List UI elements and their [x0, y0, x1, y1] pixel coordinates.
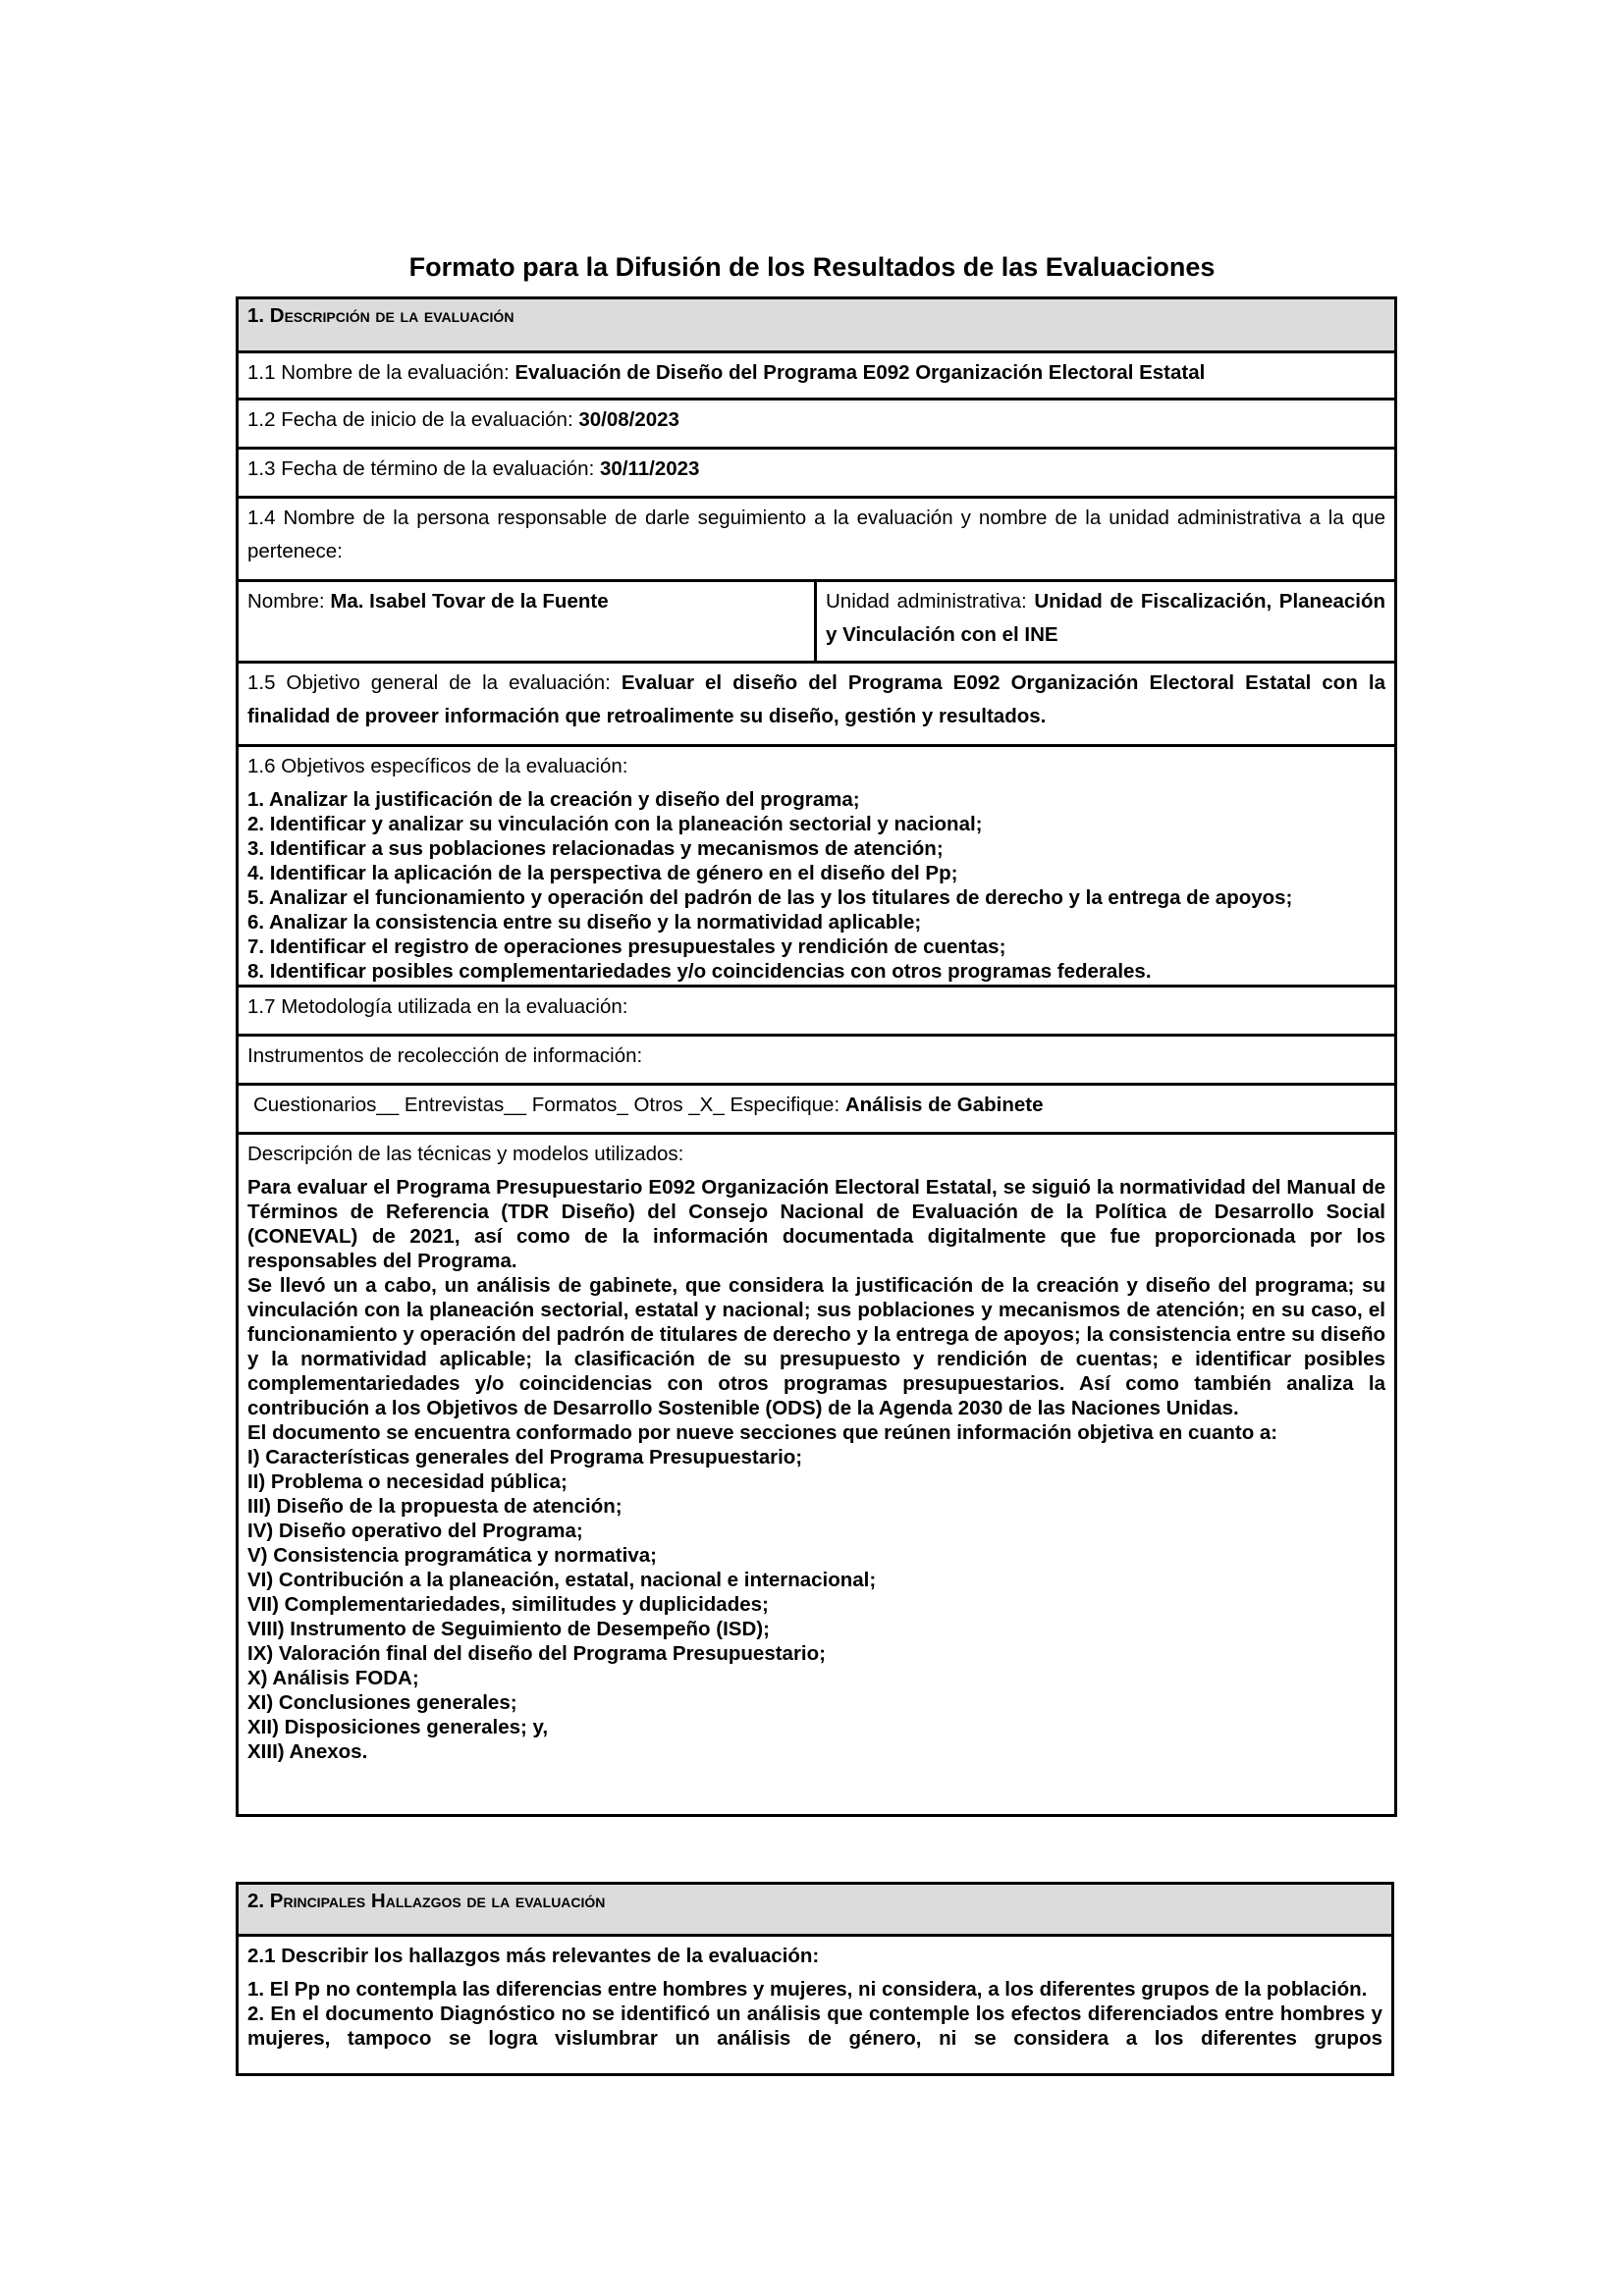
list-item: 6. Analizar la consistencia entre su diseño y la normatividad aplicable; — [247, 911, 922, 934]
techniques-description-label: Descripción de las técnicas y modelos utilizados: — [247, 1143, 684, 1165]
list-item: 3. Identificar a sus poblaciones relacionadas y mecanismos de atención; — [247, 837, 944, 860]
list-item: III) Diseño de la propuesta de atención; — [247, 1495, 623, 1518]
general-objective-row — [238, 663, 1396, 746]
evaluation-name-row — [238, 352, 1396, 400]
evaluation-name-value: Evaluación de Diseño del Programa E092 Organización Electoral Estatal — [514, 361, 1206, 384]
finding-1: 1. El Pp no contempla las diferencias entre hombres y mujeres, ni considera, a los diferentes grupos de la población. — [247, 1978, 1368, 2001]
specific-objectives-label: 1.6 Objetivos específicos de la evaluación: — [247, 755, 628, 777]
description-paragraph-1: Para evaluar el Programa Presupuestario E092 Organización Electoral Estatal, se siguió la normatividad del Manual de Términos de Referencia (TDR Diseño) del Consejo Nacional de Evaluación de la Política de Desarrollo Social (CONEVAL) de 2021, así como de la información documentada digitalmente que fue proporcionada por los responsables del Programa. — [247, 1176, 1385, 1272]
list-item: XI) Conclusiones generales; — [247, 1691, 517, 1714]
findings-label: 2.1 Describir los hallazgos más relevantes de la evaluación: — [247, 1945, 820, 1967]
list-item: 1. Analizar la justificación de la creación y diseño del programa; — [247, 788, 860, 811]
section-1-header: 1. Descripción de la evaluación — [238, 298, 1396, 352]
list-item: V) Consistencia programática y normativa; — [247, 1544, 657, 1567]
list-item: XIII) Anexos. — [247, 1740, 368, 1763]
list-item: 8. Identificar posibles complementariedades y/o coincidencias con otros programas federales. — [247, 960, 1152, 983]
list-item: IX) Valoración final del diseño del Programa Presupuestario; — [247, 1642, 826, 1665]
instruments-options-row — [238, 1085, 1396, 1134]
admin-unit-label: Unidad administrativa: — [826, 590, 1035, 613]
general-objective-value: Evaluar el diseño del Programa E092 Organización Electoral Estatal con la finalidad de proveer información que retroalimente su diseño, gestión y resultados. — [247, 671, 1386, 727]
specific-objectives-list — [247, 787, 1385, 984]
responsible-name-label: Nombre: — [247, 590, 331, 613]
techniques-description-row — [238, 1134, 1396, 1816]
list-item: II) Problema o necesidad pública; — [247, 1470, 568, 1493]
admin-unit-value: Unidad de Fiscalización, Planeación y Vinculación con el INE — [826, 590, 1386, 646]
section-2-header: 2. Principales Hallazgos de la evaluación — [238, 1884, 1393, 1936]
start-date-row — [238, 400, 1396, 449]
admin-unit-cell — [816, 581, 1396, 663]
section-1-table — [236, 296, 1397, 1817]
list-item: 4. Identificar la aplicación de la perspectiva de género en el diseño del Pp; — [247, 862, 958, 884]
list-item: X) Análisis FODA; — [247, 1667, 419, 1689]
start-date-label: 1.2 Fecha de inicio de la evaluación: — [247, 408, 579, 431]
evaluation-name-label: 1.1 Nombre de la evaluación: — [247, 361, 515, 384]
finding-2: 2. En el documento Diagnóstico no se identificó un análisis que contemple los efectos diferenciados entre hombres y mujeres, tampoco se logra vislumbrar un análisis de género, ni se considera a los diferentes grupos — [247, 2002, 1382, 2050]
option-otros: Otros — [633, 1094, 683, 1116]
list-item: 2. Identificar y analizar su vinculación con la planeación sectorial y nacional; — [247, 813, 983, 835]
start-date-value: 30/08/2023 — [578, 408, 679, 431]
list-item: 7. Identificar el registro de operaciones presupuestales y rendición de cuentas; — [247, 935, 1006, 958]
methodology-label: 1.7 Metodología utilizada en la evaluación: — [238, 987, 1396, 1036]
list-item: VII) Complementariedades, similitudes y duplicidades; — [247, 1593, 769, 1616]
general-objective-label: 1.5 Objetivo general de la evaluación: — [247, 671, 622, 694]
option-formatos: Formatos_ — [531, 1094, 628, 1116]
responsible-label: 1.4 Nombre de la persona responsable de darle seguimiento a la evaluación y nombre de la unidad administrativa a la que pertenece: — [238, 498, 1396, 581]
list-item: 5. Analizar el funcionamiento y operación del padrón de las y los titulares de derecho y la entrega de apoyos; — [247, 886, 1293, 909]
end-date-row — [238, 449, 1396, 498]
section-2-table — [236, 1882, 1394, 2076]
option-cuestionarios: Cuestionarios__ — [253, 1094, 400, 1116]
responsible-name-cell — [238, 581, 816, 663]
option-entrevistas: Entrevistas__ — [404, 1094, 527, 1116]
list-item: XII) Disposiciones generales; y, — [247, 1716, 549, 1738]
list-item: VIII) Instrumento de Seguimiento de Desempeño (ISD); — [247, 1618, 770, 1640]
instruments-label: Instrumentos de recolección de información: — [238, 1036, 1396, 1085]
list-item: I) Características generales del Programa Presupuestario; — [247, 1446, 803, 1468]
findings-row — [238, 1936, 1393, 2075]
list-item: IV) Diseño operativo del Programa; — [247, 1520, 583, 1542]
specific-objectives-row — [238, 746, 1396, 987]
document-sections-list — [247, 1445, 1385, 1764]
description-paragraph-3: El documento se encuentra conformado por nueve secciones que reúnen información objetiva en cuanto a: — [247, 1421, 1278, 1444]
end-date-value: 30/11/2023 — [599, 457, 700, 480]
responsible-name-value: Ma. Isabel Tovar de la Fuente — [330, 590, 609, 613]
specify-value: Análisis de Gabinete — [844, 1094, 1044, 1116]
description-paragraph-2: Se llevó un a cabo, un análisis de gabinete, que considera la justificación de la creación y diseño del programa; su vinculación con la planeación sectorial, estatal y nacional; sus poblaciones y mecanismos de atención; en su caso, el funcionamiento y operación del padrón de titulares de derecho y la entrega de apoyos; la consistencia entre su diseño y la normatividad aplicable; la clasificación de su presupuesto y rendición de cuentas; e identificar posibles complementariedades y/o coincidencias con otros programas presupuestarios. Así como también analiza la contribución a los Objetivos de Desarrollo Sostenible (ODS) de la Agenda 2030 de las Naciones Unidas. — [247, 1274, 1385, 1419]
page-title: Formato para la Difusión de los Resultados de las Evaluaciones — [408, 252, 1216, 282]
specify-label: Especifique: — [730, 1094, 845, 1116]
end-date-label: 1.3 Fecha de término de la evaluación: — [247, 457, 600, 480]
option-otros-mark: _X_ — [688, 1094, 725, 1116]
list-item: VI) Contribución a la planeación, estatal, nacional e internacional; — [247, 1569, 877, 1591]
